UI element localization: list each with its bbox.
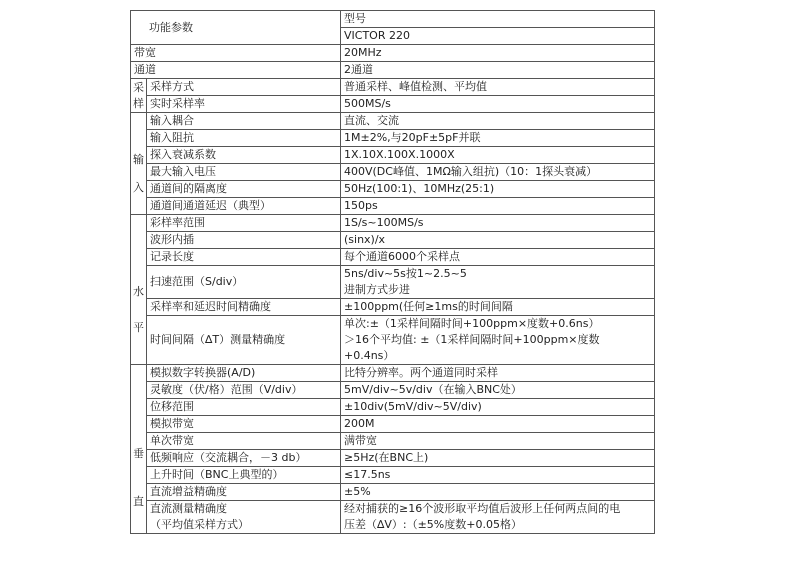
row-label: 实时采样率: [147, 96, 341, 113]
table-row: [131, 266, 655, 299]
horizontal-group-char: 平: [133, 320, 144, 334]
table-row: [131, 198, 655, 215]
horizontal-group: [131, 215, 147, 365]
channels-label: 通道: [131, 62, 341, 79]
row-label: 单次带宽: [147, 433, 341, 450]
row-label: 时间间隔（∆T）测量精确度: [147, 316, 341, 365]
table-row: [131, 147, 655, 164]
row-label: 最大输入电压: [147, 164, 341, 181]
table-row: [131, 365, 655, 382]
table-row: [131, 433, 655, 450]
model-label: 型号: [341, 11, 655, 28]
value-line: ＞16个平均值: ±（1采样间隔时间+100ppm×度数: [344, 333, 600, 346]
table-row: [131, 299, 655, 316]
value-line: 单次:±（1采样间隔时间+100ppm×度数+0.6ns）: [344, 317, 600, 330]
input-group: [131, 113, 147, 215]
table-row: [131, 45, 655, 62]
row-value: (sinx)/x: [341, 232, 655, 249]
table-row: [131, 113, 655, 130]
bandwidth-label: 带宽: [131, 45, 341, 62]
sampling-group-char: 样: [133, 96, 144, 110]
table-row: [131, 62, 655, 79]
sampling-group-char: 采: [133, 80, 144, 94]
label-line: （平均值采样方式）: [150, 518, 249, 531]
table-row: [131, 501, 655, 534]
row-value: 每个通道6000个采样点: [341, 249, 655, 266]
table-row: [131, 399, 655, 416]
horizontal-group-char: 水: [133, 284, 144, 298]
input-group-char: 输: [133, 152, 144, 166]
table-row: [131, 215, 655, 232]
table-row: [131, 130, 655, 147]
value-line: 进制方式步进: [344, 283, 410, 296]
row-value: 500MS/s: [341, 96, 655, 113]
row-value: [341, 316, 655, 365]
row-value: 200M: [341, 416, 655, 433]
row-label: 波形内插: [147, 232, 341, 249]
row-label: 灵敏度（伏/格）范围（V/div）: [147, 382, 341, 399]
row-label: 位移范围: [147, 399, 341, 416]
row-label: 彩样率范围: [147, 215, 341, 232]
channels-value: 2通道: [341, 62, 655, 79]
row-label: 扫速范围（S/div）: [147, 266, 341, 299]
row-label: [147, 501, 341, 534]
row-value: 满带宽: [341, 433, 655, 450]
row-label: 记录长度: [147, 249, 341, 266]
row-value: 150ps: [341, 198, 655, 215]
vertical-group-char: 直: [133, 495, 144, 508]
table-row: [131, 450, 655, 467]
model-value: VICTOR 220: [341, 28, 655, 45]
value-line: +0.4ns）: [344, 349, 395, 362]
row-label: 直流增益精确度: [147, 484, 341, 501]
row-label: 模拟带宽: [147, 416, 341, 433]
vertical-group-char: 垂: [133, 447, 144, 460]
table-row: [131, 382, 655, 399]
row-value: [341, 266, 655, 299]
row-label: 低频响应（交流耦合，－3 db）: [147, 450, 341, 467]
row-label: 通道间的隔离度: [147, 181, 341, 198]
row-label: 输入耦合: [147, 113, 341, 130]
table-row: [131, 249, 655, 266]
function-params-header: 功能参数: [131, 11, 341, 45]
table-row: [131, 316, 655, 365]
row-label: 采样方式: [147, 79, 341, 96]
row-value: [341, 501, 655, 534]
row-value: ±10div(5mV/div~5V/div): [341, 399, 655, 416]
table-row: [131, 164, 655, 181]
row-value: 1X.10X.100X.1000X: [341, 147, 655, 164]
row-value: ≤17.5ns: [341, 467, 655, 484]
table-row: [131, 416, 655, 433]
spec-table: [130, 10, 655, 534]
row-label: 模拟数字转换器(A/D): [147, 365, 341, 382]
row-label: 通道间通道延迟（典型）: [147, 198, 341, 215]
row-value: 普通采样、峰值检测、平均值: [341, 79, 655, 96]
table-row: [131, 467, 655, 484]
row-value: 400V(DC峰值、1MΩ输入组抗)（10：1探头衰减）: [341, 164, 655, 181]
row-value: ±100ppm(任何≥1ms的时间间隔: [341, 299, 655, 316]
table-row: [131, 96, 655, 113]
row-value: 1M±2%,与20pF±5pF并联: [341, 130, 655, 147]
row-value: 比特分辨率。两个通道同时采样: [341, 365, 655, 382]
bandwidth-value: 20MHz: [341, 45, 655, 62]
input-group-char: 入: [133, 180, 144, 194]
row-value: 5mV/div~5v/div（在输入BNC处）: [341, 382, 655, 399]
row-label: 采样率和延迟时间精确度: [147, 299, 341, 316]
row-value: ≥5Hz(在BNC上): [341, 450, 655, 467]
value-line: 5ns/div~5s按1~2.5~5: [344, 267, 467, 280]
row-label: 上升时间（BNC上典型的）: [147, 467, 341, 484]
row-value: 直流、交流: [341, 113, 655, 130]
value-line: 压差（∆V）:（±5%度数+0.05格）: [344, 518, 522, 531]
value-line: 经对捕获的≥16个波形取平均值后波形上任何两点间的电: [344, 502, 621, 515]
table-row: [131, 484, 655, 501]
row-value: 50Hz(100:1)、10MHz(25:1): [341, 181, 655, 198]
sampling-group: [131, 79, 147, 113]
table-row: [131, 79, 655, 96]
header-row: [131, 11, 655, 28]
row-value: ±5%: [341, 484, 655, 501]
vertical-group: [131, 365, 147, 534]
row-label: 探入衰减系数: [147, 147, 341, 164]
row-value: 1S/s~100MS/s: [341, 215, 655, 232]
label-line: 直流测量精确度: [150, 502, 227, 515]
table-row: [131, 181, 655, 198]
row-label: 输入阻抗: [147, 130, 341, 147]
table-row: [131, 232, 655, 249]
